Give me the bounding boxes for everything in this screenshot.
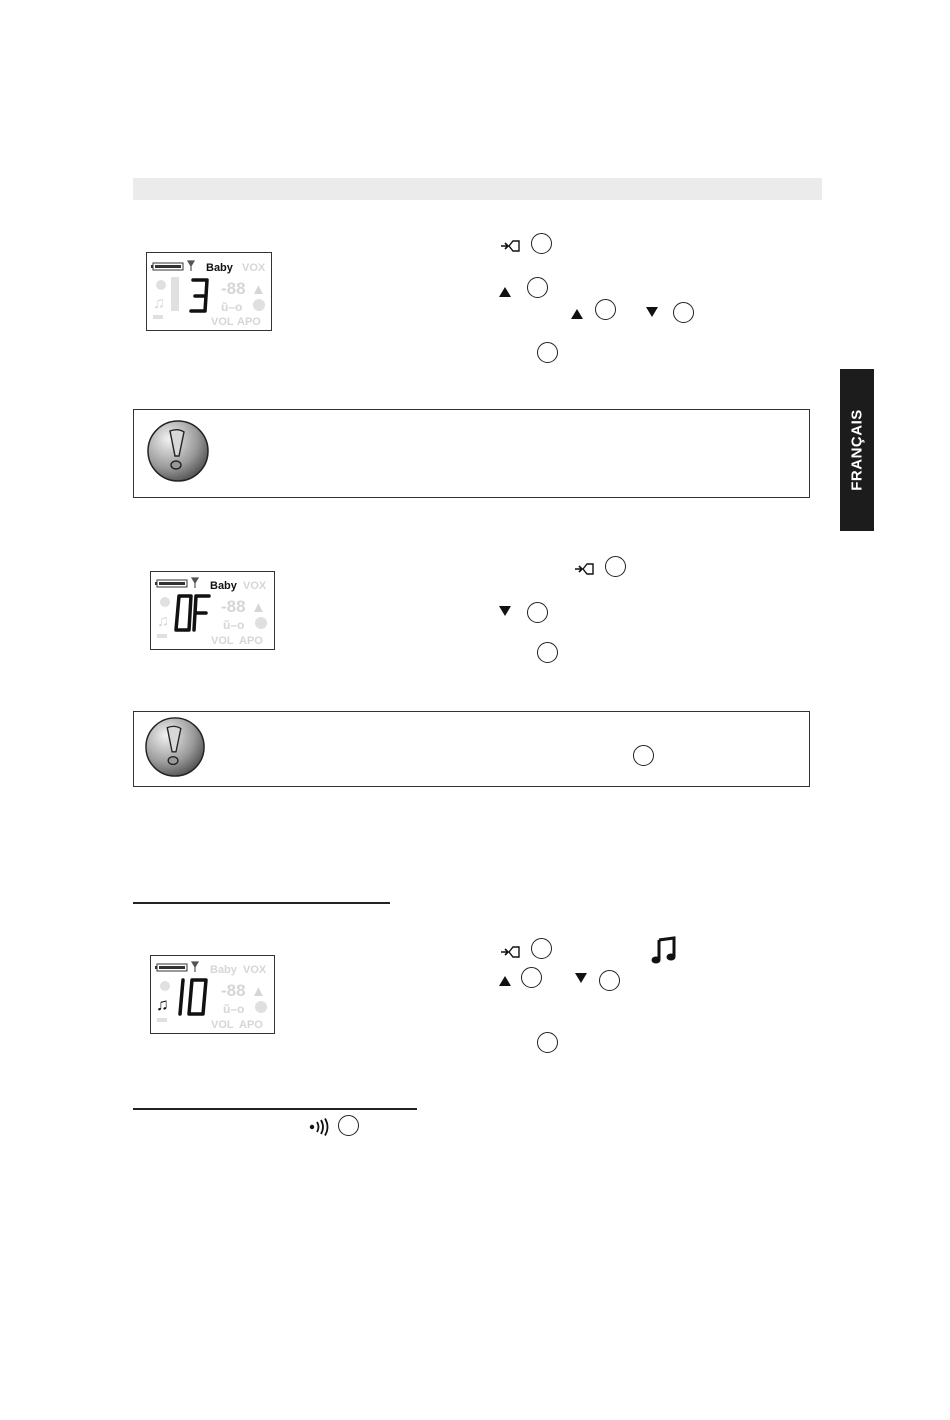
svg-text:ŭ–o: ŭ–o (221, 300, 243, 314)
language-tab (840, 369, 874, 531)
svg-text:▲: ▲ (251, 983, 266, 1000)
signal-icon (192, 962, 198, 972)
svg-text:APO: APO (239, 1019, 263, 1031)
menu-enter-icon (500, 238, 520, 254)
svg-text:▲: ▲ (251, 599, 266, 616)
section-heading-rule (133, 1108, 417, 1110)
signal-icon (192, 578, 198, 588)
lcd-vox-label: VOX (243, 964, 267, 976)
down-button[interactable] (673, 302, 694, 323)
confirm-button[interactable] (537, 1032, 558, 1053)
signal-icon (188, 261, 194, 271)
down-button[interactable] (599, 970, 620, 991)
svg-text:VOL: VOL (211, 316, 234, 328)
arrow-up-icon (570, 308, 584, 320)
arrow-up-icon (498, 286, 512, 298)
notice-box-1 (133, 409, 810, 498)
down-button[interactable] (527, 602, 548, 623)
music-note-icon (651, 935, 677, 965)
menu-button[interactable] (531, 938, 552, 959)
section-header-bar (133, 178, 822, 200)
arrow-down-icon (645, 306, 659, 318)
confirm-button[interactable] (537, 342, 558, 363)
lcd-mode-label: Baby (210, 580, 237, 592)
menu-button[interactable] (531, 233, 552, 254)
arrow-down-icon (498, 605, 512, 617)
lcd-display-2 (150, 571, 275, 650)
lcd-vox-label: VOX (243, 580, 267, 592)
battery-icon (155, 964, 187, 971)
lcd-mode-label: Baby (206, 262, 233, 274)
lcd-display-1 (146, 252, 272, 331)
page-button[interactable] (338, 1115, 359, 1136)
arrow-down-icon (574, 972, 588, 984)
menu-enter-icon (574, 561, 594, 577)
svg-text:APO: APO (237, 316, 261, 328)
svg-text:APO: APO (239, 635, 263, 647)
svg-text:-88: -88 (221, 597, 246, 616)
svg-text:VOL: VOL (211, 635, 234, 647)
lcd-vox-label: VOX (242, 262, 266, 274)
confirm-button[interactable] (537, 642, 558, 663)
battery-icon (151, 263, 183, 270)
battery-icon (155, 580, 187, 587)
exclamation-icon (146, 419, 210, 483)
music-note-icon: ♫ (156, 995, 169, 1014)
lcd-digit-display (191, 280, 207, 311)
lcd-digit-display (180, 980, 206, 1014)
svg-text:ŭ–o: ŭ–o (223, 618, 245, 632)
page-signal-icon (309, 1118, 331, 1136)
svg-text:-88: -88 (221, 279, 246, 298)
svg-text:-88: -88 (221, 981, 246, 1000)
section-heading-rule (133, 902, 390, 904)
svg-text:♫: ♫ (157, 613, 169, 630)
language-tab-label: FRANÇAIS (848, 409, 866, 491)
exclamation-icon (144, 716, 206, 778)
notice-box-2 (133, 711, 810, 787)
up-button[interactable] (595, 299, 616, 320)
lcd-digit-display (176, 596, 209, 630)
svg-text:ŭ–o: ŭ–o (223, 1002, 245, 1016)
up-button[interactable] (521, 967, 542, 988)
svg-text:▲: ▲ (251, 281, 266, 298)
svg-text:VOL: VOL (211, 1019, 234, 1031)
inline-button[interactable] (633, 745, 654, 766)
lcd-mode-label: Baby (210, 964, 237, 976)
menu-enter-icon (500, 944, 520, 960)
menu-button[interactable] (605, 556, 626, 577)
arrow-up-icon (498, 975, 512, 987)
svg-text:♫: ♫ (153, 295, 165, 312)
lcd-display-3 (150, 955, 275, 1034)
up-button[interactable] (527, 277, 548, 298)
